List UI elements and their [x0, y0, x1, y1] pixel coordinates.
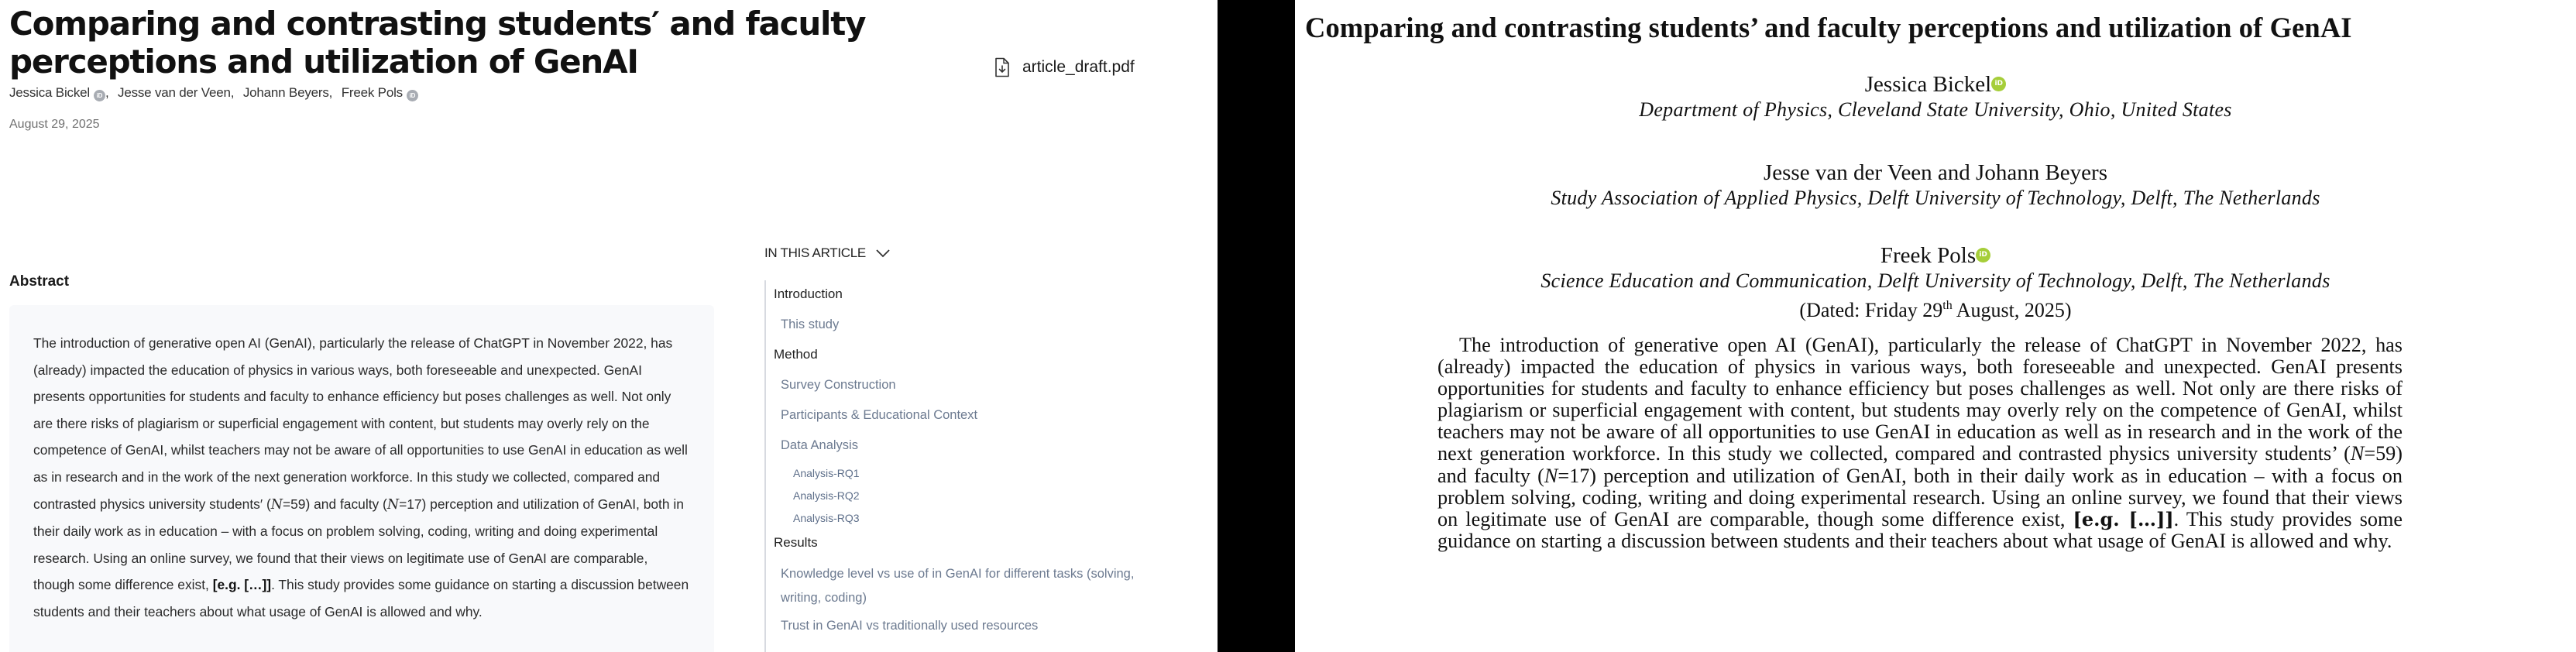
toc-item-knowledge-level[interactable]: Knowledge level vs use of in GenAI for different tasks (solving, writing, coding)	[781, 567, 1135, 605]
author-name: Johann Beyers	[242, 85, 329, 100]
pdf-filename: article_draft.pdf	[1022, 58, 1135, 76]
pdf-affiliation: Study Association of Applied Physics, Delft University of Technology, Delft, The Netherlands	[1551, 187, 2320, 209]
author-separator: ,	[230, 85, 235, 100]
author-separator: ,	[328, 85, 333, 100]
pdf-title: Comparing and contrasting students’ and faculty perceptions and utilization of GenAI	[1305, 12, 2352, 43]
orcid-icon[interactable]: iD	[407, 90, 418, 101]
author-list	[9, 85, 418, 101]
toc-item-analysis-rq1[interactable]: Analysis-RQ1	[793, 467, 860, 479]
abstract-text: The introduction of generative open AI (GenAI), particularly the release of ChatGPT in November 2022, has (already) impacted the education of physics in various ways, both foreseeable and unexpected. GenAI presents opportunities for students and faculty to enhance efficiency but poses challenges as well. Not only are there risks of plagiarism or superficial engagement with content, but students may overly rely on the competence of GenAI, whilst teachers may not be aware of all opportunities to use GenAI in education as well as in research and in the work of the next generation workforce. In this study we collected, compared and contrasted physics university students′ (N=59) and faculty (N=17) perception and utilization of GenAI, both in their daily work as in education – with a focus on problem solving, coding, writing and doing experimental research. Using an online survey, we found that their views on legitimate use of GenAI are comparable, though some difference exist, [e.g. […]]. This study provides some guidance on starting a discussion between students and their teachers about what usage of GenAI is allowed and why.	[33, 335, 689, 619]
author-name: Jesse van der Veen	[118, 85, 231, 100]
author-jesse-van-der-veen[interactable]	[118, 85, 231, 100]
toc-item-method[interactable]: Method	[774, 347, 818, 362]
pdf-abstract-text: The introduction of generative open AI (GenAI), particularly the release of ChatGPT in November 2022, has (already) impacted the education of physics in various ways, both foreseeable and unexpected. GenAI presents opportunities for students and faculty to enhance efficiency but poses challenges as well. Not only are there risks of plagiarism or superficial engagement with content, but students may overly rely on the competence of GenAI, whilst teachers may not be aware of all opportunities to use GenAI in education as well as in research and in the work of the next generation workforce. In this study we collected, compared and contrasted physics university students’ (N=59) and faculty (N=17) perception and utilization of GenAI, both in their daily work as in education – with a focus on problem solving, coding, writing and doing experimental research. Using an online survey, we found that their views on legitimate use of GenAI are comparable, though some difference exist, [e.g. […]]. This study provides some guidance on starting a discussion between students and their teachers about what usage of GenAI is allowed and why.	[1437, 334, 2403, 552]
author-separator: ,	[105, 85, 109, 100]
download-pdf-link[interactable]	[994, 57, 1135, 77]
orcid-icon[interactable]: iD	[1976, 248, 1990, 263]
toc-header-label: IN THIS ARTICLE	[764, 245, 866, 260]
toc-item-data-analysis[interactable]: Data Analysis	[781, 438, 858, 452]
pdf-author-name: Jessica Bickel iD	[1295, 71, 2576, 98]
pdf-affiliation: Department of Physics, Cleveland State University, Ohio, United States	[1639, 98, 2232, 121]
toc-item-analysis-rq3[interactable]: Analysis-RQ3	[793, 512, 860, 524]
abstract-box	[9, 305, 714, 652]
placeholder-citation: [e.g. […]]	[2073, 507, 2174, 530]
toc-item-trust-in-genai[interactable]: Trust in GenAI vs traditionally used resources	[781, 619, 1039, 633]
author-name: Freek Pols	[341, 85, 403, 100]
pdf-preview-pane	[1295, 0, 2576, 652]
pdf-author-name: Freek Pols iD	[1295, 242, 2576, 269]
toc-item-survey-construction[interactable]: Survey Construction	[781, 378, 896, 392]
pdf-author-group-1	[1295, 71, 2576, 122]
toc-item-analysis-rq2[interactable]: Analysis-RQ2	[793, 489, 860, 502]
pdf-author-group-3	[1295, 242, 2576, 323]
author-name: Jessica Bickel	[9, 85, 90, 100]
toc-item-participants[interactable]: Participants & Educational Context	[781, 408, 978, 422]
web-article-pane	[0, 0, 1218, 652]
file-download-icon	[994, 57, 1010, 77]
toc-item-introduction[interactable]: Introduction	[774, 287, 843, 301]
author-johann-beyers[interactable]	[243, 85, 329, 100]
pdf-dated: (Dated: Friday 29th August, 2025)	[1799, 299, 2072, 321]
orcid-icon[interactable]: iD	[1991, 77, 2006, 91]
table-of-contents	[764, 280, 1198, 652]
pdf-affiliation: Science Education and Communication, Delft University of Technology, Delft, The Netherlands	[1540, 269, 2330, 292]
author-jessica-bickel[interactable]	[9, 85, 105, 100]
toc-toggle[interactable]	[764, 245, 891, 261]
author-freek-pols[interactable]	[342, 85, 418, 100]
toc-item-results[interactable]: Results	[774, 535, 818, 550]
article-title: Comparing and contrasting students′ and faculty perceptions and utilization of GenAI	[9, 5, 866, 81]
pane-divider	[1218, 0, 1295, 652]
placeholder-citation: [e.g. […]]	[212, 577, 272, 593]
pdf-author-group-2	[1295, 160, 2576, 211]
toc-item-this-study[interactable]: This study	[781, 317, 840, 331]
chevron-down-icon	[875, 249, 891, 258]
abstract-heading: Abstract	[9, 273, 70, 290]
publication-date: August 29, 2025	[9, 118, 100, 131]
pdf-author-name: Jesse van der Veen and Johann Beyers	[1763, 160, 2107, 185]
orcid-icon[interactable]: iD	[94, 90, 105, 101]
